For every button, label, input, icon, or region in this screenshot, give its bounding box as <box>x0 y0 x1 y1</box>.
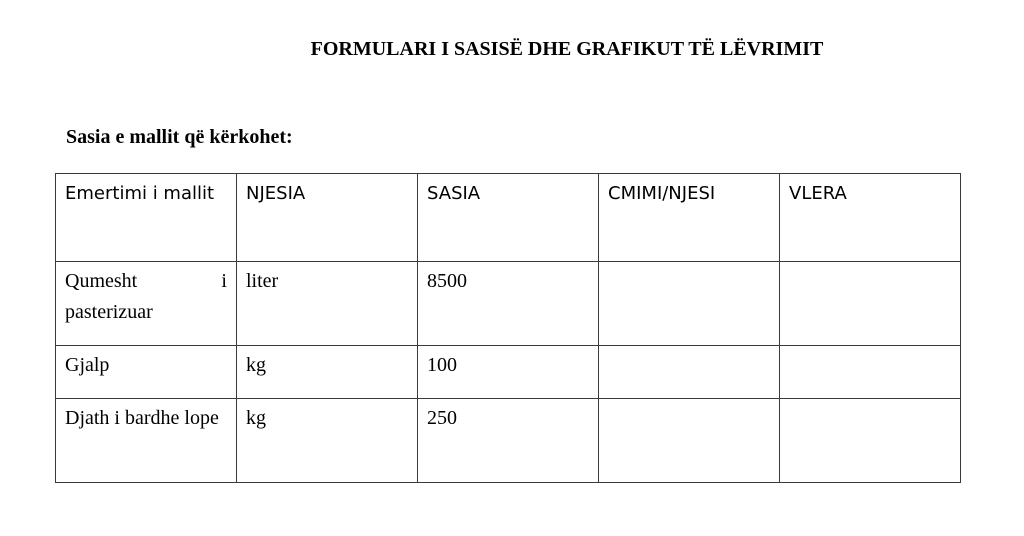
cell-unit: liter <box>237 262 418 346</box>
cell-unit: kg <box>237 346 418 399</box>
cell-value[interactable] <box>780 399 961 483</box>
goods-quantity-table <box>55 173 961 483</box>
table-header-row <box>56 174 961 262</box>
header-cell-item-name: Emertimi i mallit <box>56 174 237 262</box>
cell-unit-price[interactable] <box>599 399 780 483</box>
table-row <box>56 399 961 483</box>
header-cell-quantity: SASIA <box>418 174 599 262</box>
cell-item-name: Gjalp <box>56 346 237 399</box>
section-heading: Sasia e mallit që kërkohet: <box>66 126 293 148</box>
table-row <box>56 346 961 399</box>
cell-value[interactable] <box>780 262 961 346</box>
cell-unit-price[interactable] <box>599 346 780 399</box>
document-title: FORMULARI I SASISË DHE GRAFIKUT TË LËVRIMIT <box>310 38 824 60</box>
cell-quantity: 100 <box>418 346 599 399</box>
cell-item-name: Qumesht i pasterizuar <box>56 262 237 346</box>
table-row <box>56 262 961 346</box>
cell-unit: kg <box>237 399 418 483</box>
header-cell-value: VLERA <box>780 174 961 262</box>
cell-quantity: 8500 <box>418 262 599 346</box>
cell-unit-price[interactable] <box>599 262 780 346</box>
cell-quantity: 250 <box>418 399 599 483</box>
header-cell-unit-price: CMIMI/NJESI <box>599 174 780 262</box>
cell-item-name: Djath i bardhe lope <box>56 399 237 483</box>
cell-value[interactable] <box>780 346 961 399</box>
header-cell-unit: NJESIA <box>237 174 418 262</box>
